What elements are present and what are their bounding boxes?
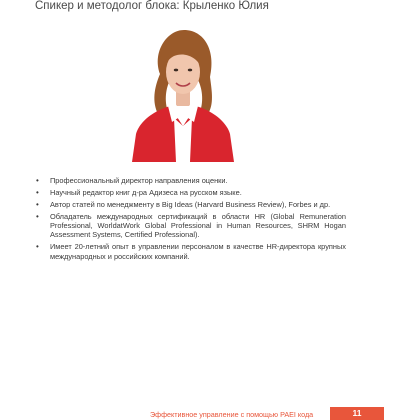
- bullet-icon: •: [36, 176, 39, 185]
- bio-item: [36, 188, 346, 197]
- bio-item: [36, 200, 346, 209]
- bio-item: [36, 212, 346, 240]
- footer-title: Эффективное управление с помощью PAEI кода: [150, 410, 314, 419]
- bio-item: [36, 176, 346, 185]
- bullet-icon: •: [36, 242, 39, 252]
- bio-item-text: Профессиональный директор направления оценки.: [50, 176, 228, 185]
- bio-item-text: Научный редактор книг д-ра Адизеса на русском языке.: [50, 188, 242, 197]
- bio-item-text: Обладатель международных сертификаций в области HR (Global Remuneration Professional, WorldatWork Global Professional in Human Resources, SHRM Hogan Assessment Systems, Certified Professional).: [50, 212, 346, 240]
- bullet-icon: •: [36, 200, 39, 209]
- page-heading: Спикер и методолог блока: Крыленко Юлия: [35, 0, 269, 12]
- bio-list: [36, 176, 346, 264]
- bio-item-text: Автор статей по менеджменту в Big Ideas (Harvard Business Review), Forbes и др.: [50, 200, 331, 209]
- bullet-icon: •: [36, 188, 39, 197]
- bio-item-text: Имеет 20-летний опыт в управлении персоналом в качестве HR-директора крупных международных и российских компаний.: [50, 242, 346, 261]
- speaker-portrait: [112, 22, 252, 162]
- bio-item: [36, 242, 346, 260]
- page-number: 11: [330, 407, 384, 420]
- bullet-icon: •: [36, 212, 39, 221]
